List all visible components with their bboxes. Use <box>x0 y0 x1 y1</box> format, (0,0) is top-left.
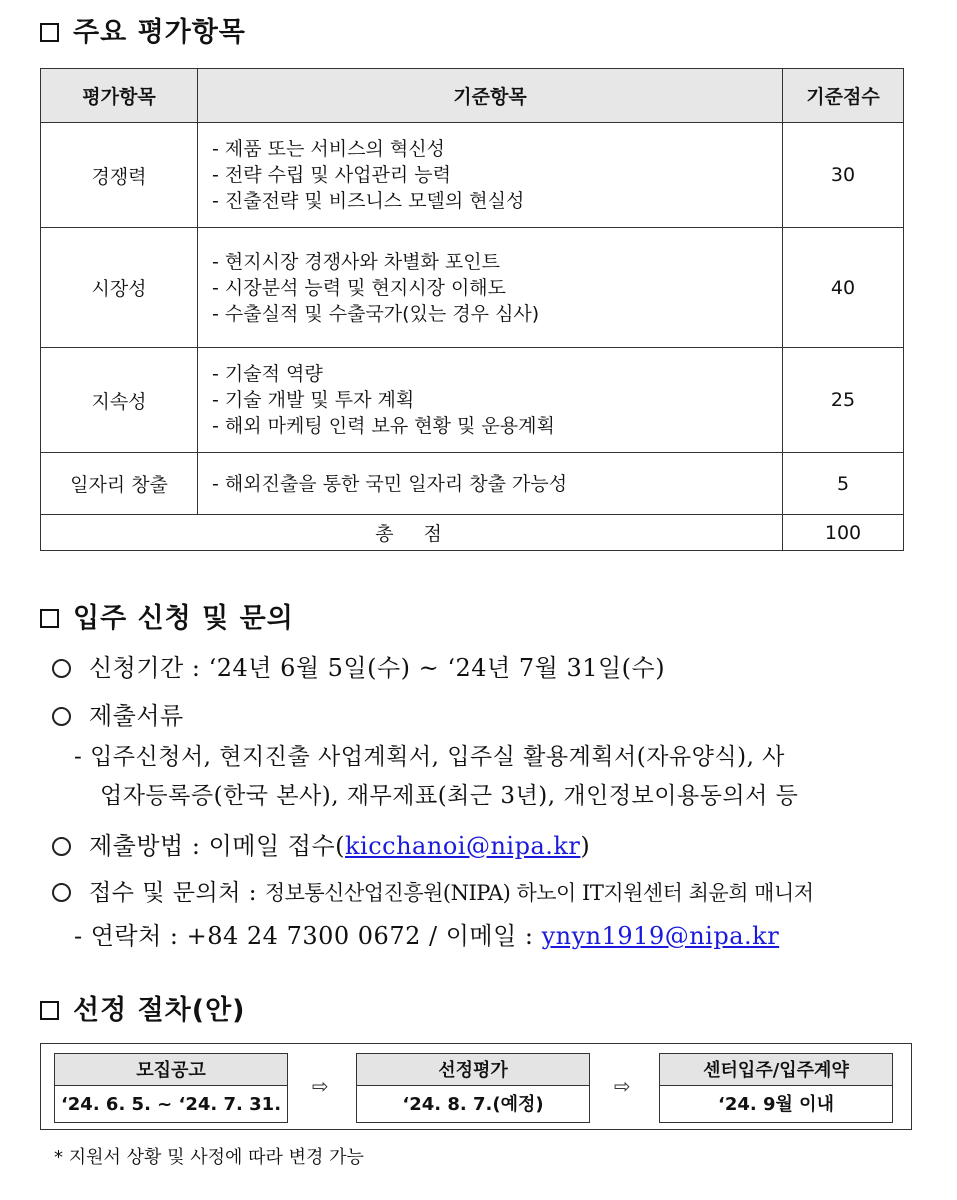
row-score: 5 <box>783 453 904 515</box>
total-label: 총 점 <box>41 515 783 551</box>
apply-section-title: 입주 신청 및 문의 <box>40 596 294 635</box>
docs-line-1: - 입주신청서, 현지진출 사업계획서, 입주실 활용계획서(자유양식), 사 <box>74 744 785 770</box>
criteria-line: - 전략 수립 및 사업관리 능력 <box>212 164 451 186</box>
evaluation-table <box>40 68 904 551</box>
docs-line-2: 업자등록증(한국 본사), 재무제표(최근 3년), 개인정보이용동의서 등 <box>100 783 799 809</box>
row-item: 일자리 창출 <box>41 453 198 515</box>
square-bullet-icon <box>40 1001 59 1020</box>
row-item: 시장성 <box>41 228 198 348</box>
step-title: 센터입주/입주계약 <box>659 1053 893 1086</box>
row-item: 경쟁력 <box>41 123 198 228</box>
eval-section-title: 주요 평가항목 <box>40 10 246 49</box>
row-score: 25 <box>783 348 904 453</box>
row-criteria <box>198 123 783 228</box>
row-item: 지속성 <box>41 348 198 453</box>
table-row <box>41 348 904 453</box>
criteria-line: - 시장분석 능력 및 현지시장 이해도 <box>212 276 507 299</box>
circle-bullet-icon <box>52 707 71 726</box>
docs-item: 제출서류 <box>52 696 184 731</box>
circle-bullet-icon <box>52 659 71 678</box>
circle-bullet-icon <box>52 883 71 902</box>
table-total-row <box>41 515 904 551</box>
contact-item: 접수 및 문의처 : 정보통신산업진흥원(NIPA) 하노이 IT지원센터 최윤희 매니저 <box>52 874 814 907</box>
process-section-title: 선정 절차(안) <box>40 988 246 1027</box>
criteria-line: - 해외진출을 통한 국민 일자리 창출 가능성 <box>212 472 568 495</box>
step-move-in <box>659 1053 893 1123</box>
phone-item: - 연락처 : +84 24 7300 0672 / 이메일 : ynyn1919@nipa.kr <box>74 922 780 950</box>
process-flow <box>40 1043 912 1130</box>
submit-email-link[interactable]: kicchanoi@nipa.kr <box>345 832 581 860</box>
step-recruit <box>54 1053 288 1123</box>
step-date: ‘24. 6. 5. ~ ‘24. 7. 31. <box>54 1086 288 1123</box>
criteria-line: - 해외 마케팅 인력 보유 현황 및 운용계획 <box>212 415 555 437</box>
total-score: 100 <box>783 515 904 551</box>
row-criteria <box>198 453 783 515</box>
period-item: 신청기간 : ‘24년 6월 5일(수) ~ ‘24년 7월 31일(수) <box>52 648 665 683</box>
circle-bullet-icon <box>52 837 71 856</box>
header-eval-item: 평가항목 <box>41 69 198 123</box>
step-evaluation <box>356 1053 590 1123</box>
criteria-line: - 기술 개발 및 투자 계획 <box>212 389 415 411</box>
criteria-line: - 수출실적 및 수출국가(있는 경우 심사) <box>212 302 540 325</box>
criteria-line: - 진출전략 및 비즈니스 모델의 현실성 <box>212 190 525 212</box>
header-score: 기준점수 <box>783 69 904 123</box>
table-row <box>41 453 904 515</box>
row-score: 40 <box>783 228 904 348</box>
table-row <box>41 123 904 228</box>
table-row <box>41 228 904 348</box>
square-bullet-icon <box>40 23 59 42</box>
step-title: 선정평가 <box>356 1053 590 1086</box>
criteria-line: - 기술적 역량 <box>212 363 323 385</box>
row-criteria <box>198 228 783 348</box>
method-item: 제출방법 : 이메일 접수(kicchanoi@nipa.kr) <box>52 826 590 861</box>
step-date: ‘24. 9월 이내 <box>659 1086 893 1123</box>
criteria-line: - 현지시장 경쟁사와 차별화 포인트 <box>212 250 500 273</box>
step-date: ‘24. 8. 7.(예정) <box>356 1086 590 1123</box>
arrow-right-icon: ⇨ <box>614 1074 631 1098</box>
header-criteria: 기준항목 <box>198 69 783 123</box>
square-bullet-icon <box>40 609 59 628</box>
row-score: 30 <box>783 123 904 228</box>
arrow-right-icon: ⇨ <box>312 1074 329 1098</box>
table-header-row <box>41 69 904 123</box>
criteria-line: - 제품 또는 서비스의 혁신성 <box>212 138 445 160</box>
row-criteria <box>198 348 783 453</box>
contact-email-link[interactable]: ynyn1919@nipa.kr <box>541 922 780 950</box>
footnote: * 지원서 상황 및 사정에 따라 변경 가능 <box>54 1147 364 1168</box>
step-title: 모집공고 <box>54 1053 288 1086</box>
